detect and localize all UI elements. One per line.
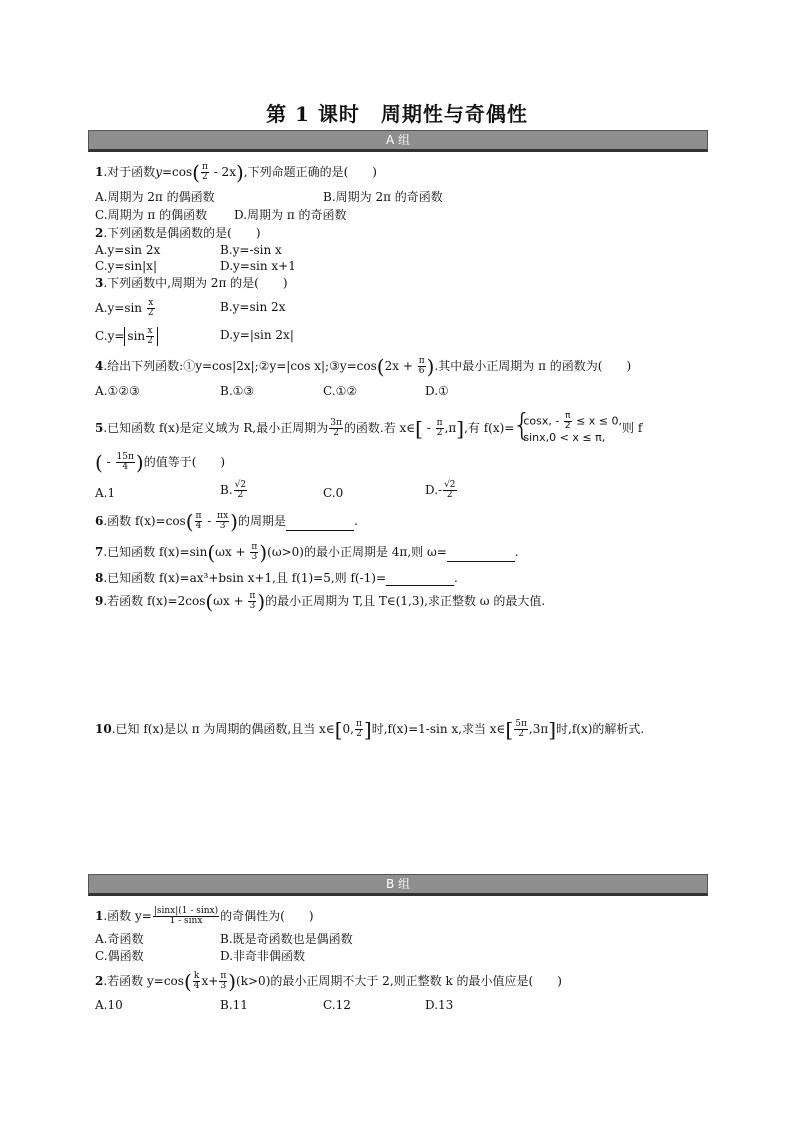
option-b[interactable]: B.①③ bbox=[220, 384, 255, 398]
question-a5-line2 bbox=[95, 450, 226, 475]
question-text: .其中最小正周期为 π 的函数为( ) bbox=[434, 359, 632, 373]
math-text: ωx + bbox=[213, 594, 248, 608]
question-a8 bbox=[95, 570, 458, 586]
paren-close: ) bbox=[235, 160, 244, 185]
option-c[interactable] bbox=[95, 327, 158, 346]
question-text: 则 f bbox=[622, 421, 643, 435]
option-d[interactable]: D.y=sin x+1 bbox=[220, 259, 296, 273]
math-text: - bbox=[422, 421, 435, 435]
question-number: 3 bbox=[95, 276, 104, 290]
question-a10 bbox=[95, 717, 645, 742]
fraction: $\frac{\pi}{2}$ bbox=[201, 162, 208, 182]
question-text: .已知函数 f(x)=sin bbox=[103, 545, 208, 559]
question-text: . bbox=[514, 545, 519, 559]
bracket-open: [ bbox=[505, 717, 514, 742]
option-c[interactable]: C.偶函数 bbox=[95, 949, 144, 963]
question-number: 8 bbox=[95, 571, 104, 585]
question-text: 的周期是 bbox=[237, 514, 286, 528]
math-text: - 2x bbox=[209, 165, 236, 179]
math-text: - bbox=[203, 514, 216, 528]
bracket-close: ] bbox=[548, 717, 557, 742]
question-a3 bbox=[95, 275, 288, 291]
question-a1 bbox=[95, 160, 377, 185]
bracket-open: [ bbox=[415, 416, 423, 441]
section-bar-a: A 组 bbox=[88, 130, 708, 152]
fraction: $\frac{3\pi}{2}$ bbox=[330, 418, 342, 438]
paren-close: ) bbox=[257, 589, 266, 614]
absolute-value: sin $\frac{x}{2}$ bbox=[124, 327, 157, 346]
math-text: x+ bbox=[201, 974, 219, 988]
option-c[interactable]: C.0 bbox=[323, 486, 344, 500]
question-number: 9 bbox=[95, 594, 104, 608]
option-text: B. bbox=[220, 483, 233, 497]
option-b[interactable]: B.y=-sin x bbox=[220, 243, 282, 257]
fraction: $\frac{k}{4}$ bbox=[193, 971, 200, 991]
question-a6 bbox=[95, 509, 358, 534]
piecewise-function: { cosx, - $\frac{\pi}{2}$ ≤ x ≤ 0, sinx,0 < x ≤ π, bbox=[514, 412, 622, 445]
question-number: 10 bbox=[95, 722, 112, 736]
question-text: .若函数 y=cos bbox=[103, 974, 184, 988]
bracket-close: ] bbox=[363, 717, 372, 742]
question-text: .已知函数 f(x)是定义域为 R,最小正周期为 bbox=[103, 421, 329, 435]
paren-open: ( bbox=[183, 969, 192, 994]
math-text: =cos bbox=[161, 165, 193, 179]
paren-open: ( bbox=[192, 160, 200, 185]
paren-close: ) bbox=[426, 354, 435, 379]
answer-blank[interactable] bbox=[386, 573, 454, 586]
paren-open: ( bbox=[376, 354, 385, 379]
option-a[interactable]: A.①②③ bbox=[95, 384, 140, 398]
answer-blank[interactable] bbox=[447, 549, 515, 562]
option-b[interactable]: B.y=sin 2x bbox=[220, 300, 286, 314]
math-text: ωx + bbox=[215, 545, 250, 559]
fraction: $\frac{\pi}{4}$ bbox=[195, 511, 202, 531]
option-c[interactable]: C.周期为 π 的偶函数 bbox=[95, 208, 208, 222]
question-a2 bbox=[95, 225, 261, 241]
paren-close: ) bbox=[230, 509, 238, 534]
fraction: $\frac{\pi x}{3}$ bbox=[217, 511, 229, 531]
option-c[interactable]: C.y=sin|x| bbox=[95, 259, 157, 273]
question-text: .给出下列函数:①y=cos|2x|;②y=|cos x|;③y=cos bbox=[103, 359, 377, 373]
question-text: .对于函数 bbox=[103, 165, 156, 179]
fraction: $\frac{\pi}{3}$ bbox=[251, 542, 258, 562]
option-a[interactable]: A.周期为 2π 的偶函数 bbox=[95, 190, 215, 204]
math-text: ,π bbox=[444, 421, 457, 435]
question-number: 1 bbox=[95, 909, 104, 923]
question-text: 时,f(x)的解析式. bbox=[556, 722, 645, 736]
question-text: .下列函数中,周期为 2π 的是( ) bbox=[103, 276, 288, 290]
fraction: $\frac{5\pi}{2}$ bbox=[515, 719, 527, 739]
fraction: $\frac{√2}{2}$ bbox=[234, 480, 247, 500]
question-text: .下列函数是偶函数的是( ) bbox=[103, 226, 261, 240]
question-text: (k>0)的最小正周期不大于 2,则正整数 k 的最小值应是( ) bbox=[236, 974, 562, 988]
paren-open: ( bbox=[205, 589, 214, 614]
math-text: - bbox=[102, 455, 115, 469]
option-d[interactable]: D.13 bbox=[425, 998, 454, 1012]
fraction: $\frac{|\sin x|(1 - \sin x)}{1 - \sin x}$ bbox=[153, 906, 219, 926]
math-text: 0, bbox=[342, 722, 354, 736]
fraction: $\frac{\pi}{2}$ bbox=[355, 719, 362, 739]
paren-close: ) bbox=[228, 969, 237, 994]
question-text: . bbox=[353, 514, 358, 528]
question-text: .函数 f(x)=cos bbox=[103, 514, 186, 528]
math-text: ,3π bbox=[528, 722, 549, 736]
question-number: 1 bbox=[95, 165, 104, 179]
option-b[interactable] bbox=[220, 481, 248, 500]
question-text: 的最小正周期为 T,且 T∈(1,3),求正整数 ω 的最大值. bbox=[265, 594, 546, 608]
fraction: $\frac{\pi}{2}$ bbox=[436, 418, 443, 438]
option-a[interactable]: A.奇函数 bbox=[95, 932, 144, 946]
question-number: 2 bbox=[95, 226, 104, 240]
question-text: (ω>0)的最小正周期是 4π,则 ω= bbox=[267, 545, 447, 559]
bracket-open: [ bbox=[334, 717, 343, 742]
page-title: 第 1 课时 周期性与奇偶性 bbox=[266, 102, 528, 126]
fraction: $\frac{x}{2}$ bbox=[147, 298, 154, 318]
question-a4 bbox=[95, 354, 632, 379]
question-text: .函数 y= bbox=[103, 909, 152, 923]
question-number: 4 bbox=[95, 359, 104, 373]
question-text: ,下列命题正确的是( ) bbox=[243, 165, 377, 179]
math-var: y bbox=[155, 165, 162, 179]
fraction: $\frac{15\pi}{4}$ bbox=[116, 452, 134, 472]
option-text: D.- bbox=[425, 483, 443, 497]
fraction: $\frac{\pi}{3}$ bbox=[249, 591, 256, 611]
bracket-close: ] bbox=[456, 416, 465, 441]
option-b[interactable]: B.周期为 2π 的奇函数 bbox=[323, 190, 443, 204]
paren-open: ( bbox=[185, 509, 194, 534]
math-text: 2x + bbox=[384, 359, 417, 373]
question-text: .若函数 f(x)=2cos bbox=[103, 594, 206, 608]
option-d[interactable]: D.y=|sin 2x| bbox=[220, 328, 294, 342]
option-b[interactable]: B.既是奇函数也是偶函数 bbox=[220, 932, 353, 946]
option-a[interactable]: A.10 bbox=[95, 998, 123, 1012]
answer-blank[interactable] bbox=[286, 518, 354, 531]
section-bar-b: B 组 bbox=[88, 874, 708, 896]
option-d[interactable]: D.① bbox=[425, 384, 449, 398]
fraction: $\frac{\pi}{6}$ bbox=[418, 356, 425, 376]
question-a9 bbox=[95, 589, 546, 614]
paren-open: ( bbox=[207, 540, 216, 565]
question-number: 7 bbox=[95, 545, 104, 559]
option-d[interactable]: D.周期为 π 的奇函数 bbox=[234, 208, 347, 222]
question-text: ,有 f(x)= bbox=[464, 421, 515, 435]
question-text: .已知 f(x)是以 π 为周期的偶函数,且当 x∈ bbox=[111, 722, 335, 736]
question-text: .已知函数 f(x)=ax³+bsin x+1,且 f(1)=5,则 f(-1)= bbox=[103, 571, 387, 585]
fraction: $\frac{√2}{2}$ bbox=[444, 480, 456, 500]
option-c[interactable]: C.12 bbox=[323, 998, 351, 1012]
question-text: 的值等于( ) bbox=[143, 455, 226, 469]
option-a[interactable]: A.y=sin 2x bbox=[95, 243, 161, 257]
question-b1 bbox=[95, 907, 314, 926]
option-text: C.y= bbox=[95, 329, 125, 343]
option-c[interactable]: C.①② bbox=[323, 384, 358, 398]
question-number: 2 bbox=[95, 974, 104, 988]
question-number: 5 bbox=[95, 421, 104, 435]
question-a5 bbox=[95, 412, 642, 445]
question-text: 的函数.若 x∈ bbox=[343, 421, 416, 435]
fraction: $\frac{\pi}{3}$ bbox=[220, 971, 227, 991]
question-a7 bbox=[95, 540, 519, 565]
question-text: 的奇偶性为( ) bbox=[220, 909, 314, 923]
option-text: A.y=sin bbox=[95, 301, 146, 315]
option-b[interactable]: B.11 bbox=[220, 998, 248, 1012]
option-d[interactable] bbox=[425, 481, 458, 500]
paren-close: ) bbox=[259, 540, 268, 565]
question-number: 6 bbox=[95, 514, 104, 528]
question-text: 时,f(x)=1-sin x,求当 x∈ bbox=[371, 722, 506, 736]
question-b2 bbox=[95, 969, 562, 994]
paren-close: ) bbox=[135, 450, 144, 475]
question-text: . bbox=[454, 571, 458, 585]
option-d[interactable]: D.非奇非偶函数 bbox=[220, 949, 306, 963]
option-a[interactable] bbox=[95, 299, 156, 318]
option-a[interactable]: A.1 bbox=[95, 486, 116, 500]
paren-open: ( bbox=[95, 450, 103, 475]
